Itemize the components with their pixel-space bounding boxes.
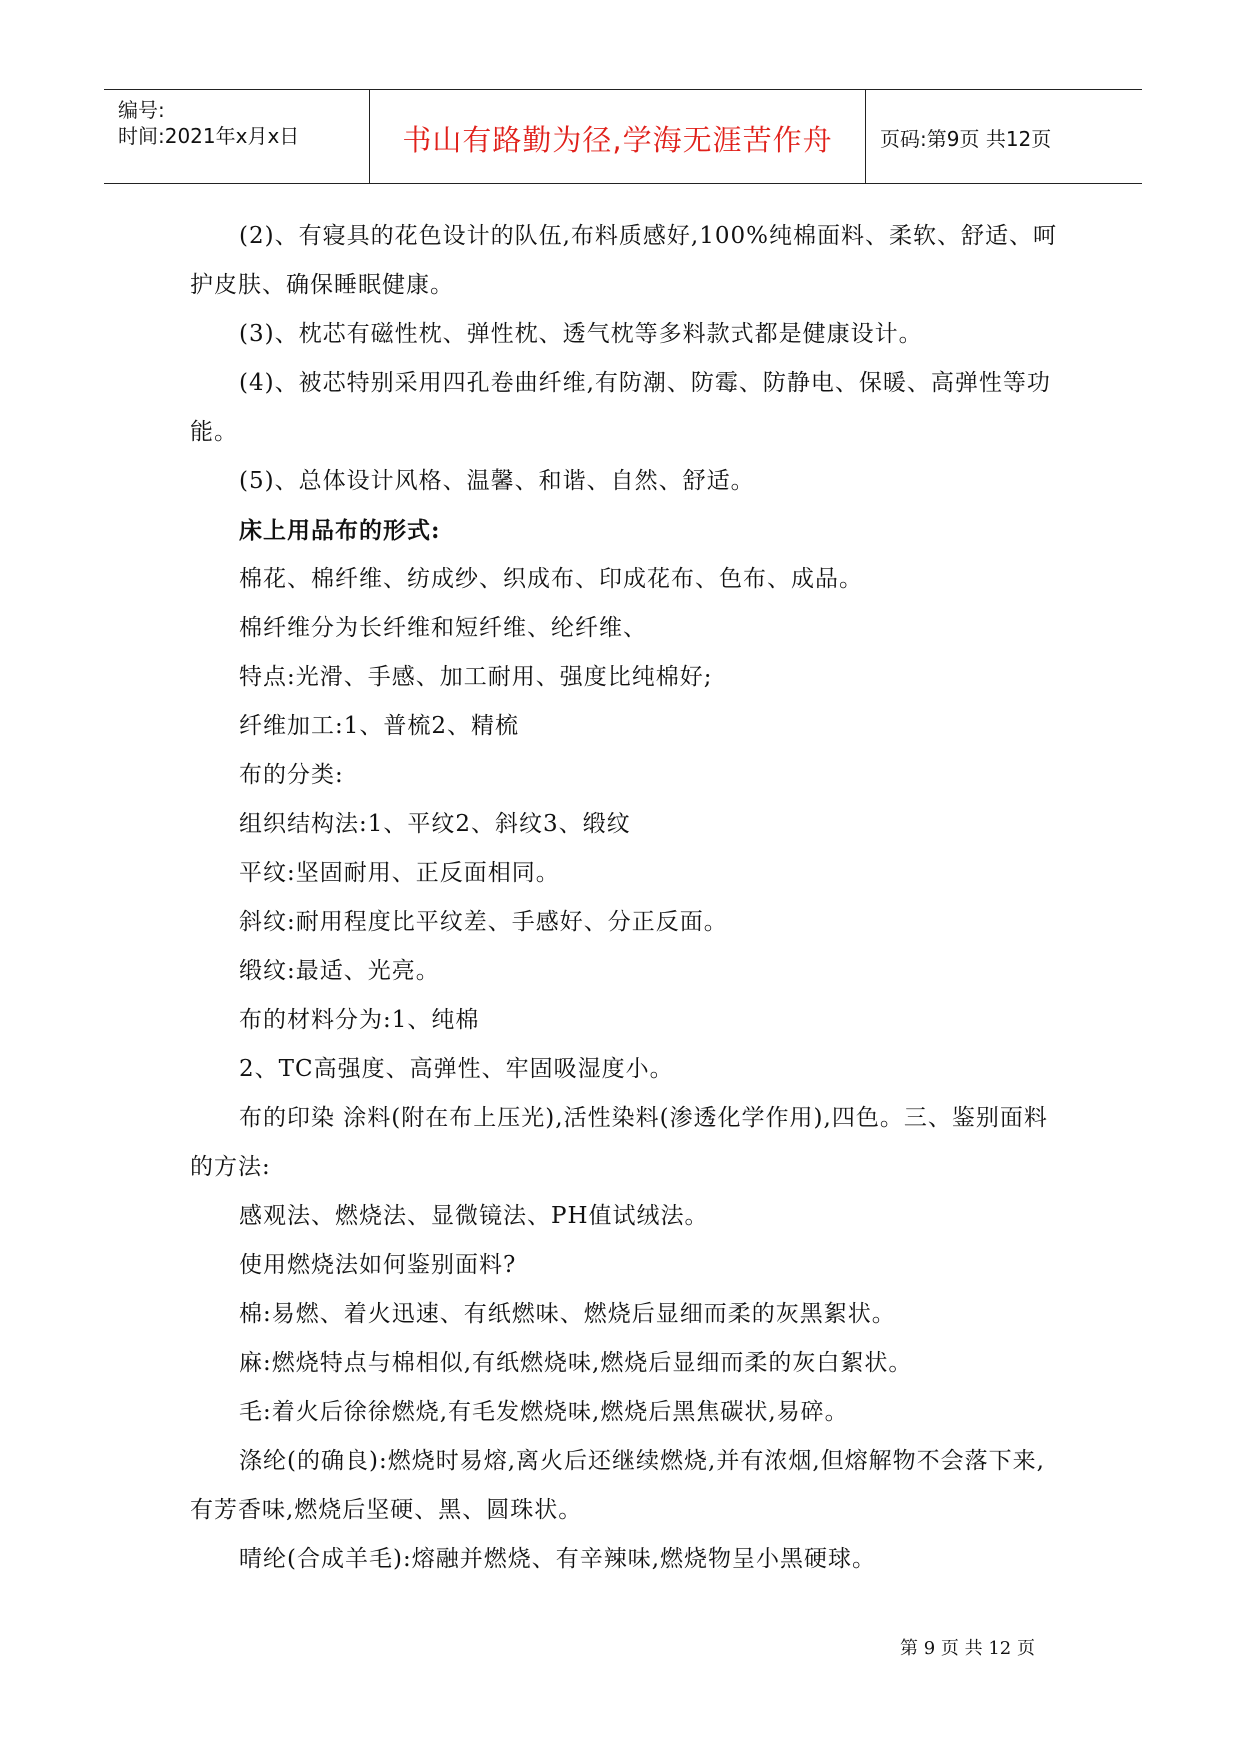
paragraph: 特点:光滑、手感、加工耐用、强度比纯棉好; bbox=[239, 664, 713, 690]
paragraph: 感观法、燃烧法、显微镜法、PH值试绒法。 bbox=[239, 1203, 709, 1229]
paragraph: 组织结构法:1、平纹2、斜纹3、缎纹 bbox=[239, 811, 631, 837]
paragraph: 涤纶(的确良):燃烧时易熔,离火后还继续燃烧,并有浓烟,但熔解物不会落下来,有芳香味,燃烧后坚硬、黑、圆珠状。 bbox=[190, 1448, 1045, 1523]
page-number-label: 页码:第9页 共12页 bbox=[880, 127, 1052, 151]
paragraph: (2)、有寝具的花色设计的队伍,布料质感好,100%纯棉面料、柔软、舒适、呵护皮肤、确保睡眠健康。 bbox=[190, 223, 1057, 298]
page-header bbox=[104, 89, 1142, 184]
paragraph: 使用燃烧法如何鉴别面料? bbox=[239, 1252, 517, 1278]
paragraph: 缎纹:最适、光亮。 bbox=[239, 958, 440, 984]
header-motto-cell bbox=[369, 90, 866, 183]
page-footer: 第 9 页 共 12 页 bbox=[900, 1638, 1035, 1659]
paragraph: 毛:着火后徐徐燃烧,有毛发燃烧味,燃烧后黑焦碳状,易碎。 bbox=[239, 1399, 849, 1425]
paragraph: 棉纤维分为长纤维和短纤维、纶纤维、 bbox=[239, 615, 647, 641]
paragraph: 平纹:坚固耐用、正反面相同。 bbox=[239, 860, 560, 886]
paragraph: 布的分类: bbox=[239, 762, 344, 788]
paragraph: 麻:燃烧特点与棉相似,有纸燃烧味,燃烧后显细而柔的灰白絮状。 bbox=[239, 1350, 913, 1376]
paragraph: 斜纹:耐用程度比平纹差、手感好、分正反面。 bbox=[239, 909, 728, 935]
paragraph: 布的材料分为:1、纯棉 bbox=[239, 1007, 480, 1033]
paragraph: 棉花、棉纤维、纺成纱、织成布、印成花布、色布、成品。 bbox=[239, 566, 863, 592]
document-body bbox=[190, 212, 1060, 1584]
time-label: 时间:2021年x月x日 bbox=[118, 124, 300, 148]
serial-label: 编号: bbox=[118, 98, 165, 122]
paragraph: 晴纶(合成羊毛):熔融并燃烧、有辛辣味,燃烧物呈小黑硬球。 bbox=[239, 1546, 877, 1572]
header-meta-cell bbox=[104, 90, 368, 183]
paragraph: (5)、总体设计风格、温馨、和谐、自然、舒适。 bbox=[239, 468, 755, 494]
paragraph: 布的印染 涂料(附在布上压光),活性染料(渗透化学作用),四色。三、鉴别面料的方法: bbox=[190, 1105, 1048, 1180]
header-page-cell bbox=[866, 90, 1142, 183]
paragraph: 棉:易燃、着火迅速、有纸燃味、燃烧后显细而柔的灰黑絮状。 bbox=[239, 1301, 896, 1327]
motto: 书山有路勤为径,学海无涯苦作舟 bbox=[402, 123, 833, 157]
section-heading: 床上用品布的形式: bbox=[239, 517, 441, 544]
paragraph: 纤维加工:1、普梳2、精梳 bbox=[239, 713, 520, 739]
paragraph: 2、TC高强度、高弹性、牢固吸湿度小。 bbox=[239, 1056, 674, 1082]
paragraph: (4)、被芯特别采用四孔卷曲纤维,有防潮、防霉、防静电、保暖、高弹性等功能。 bbox=[190, 370, 1051, 445]
paragraph: (3)、枕芯有磁性枕、弹性枕、透气枕等多料款式都是健康设计。 bbox=[239, 321, 923, 347]
